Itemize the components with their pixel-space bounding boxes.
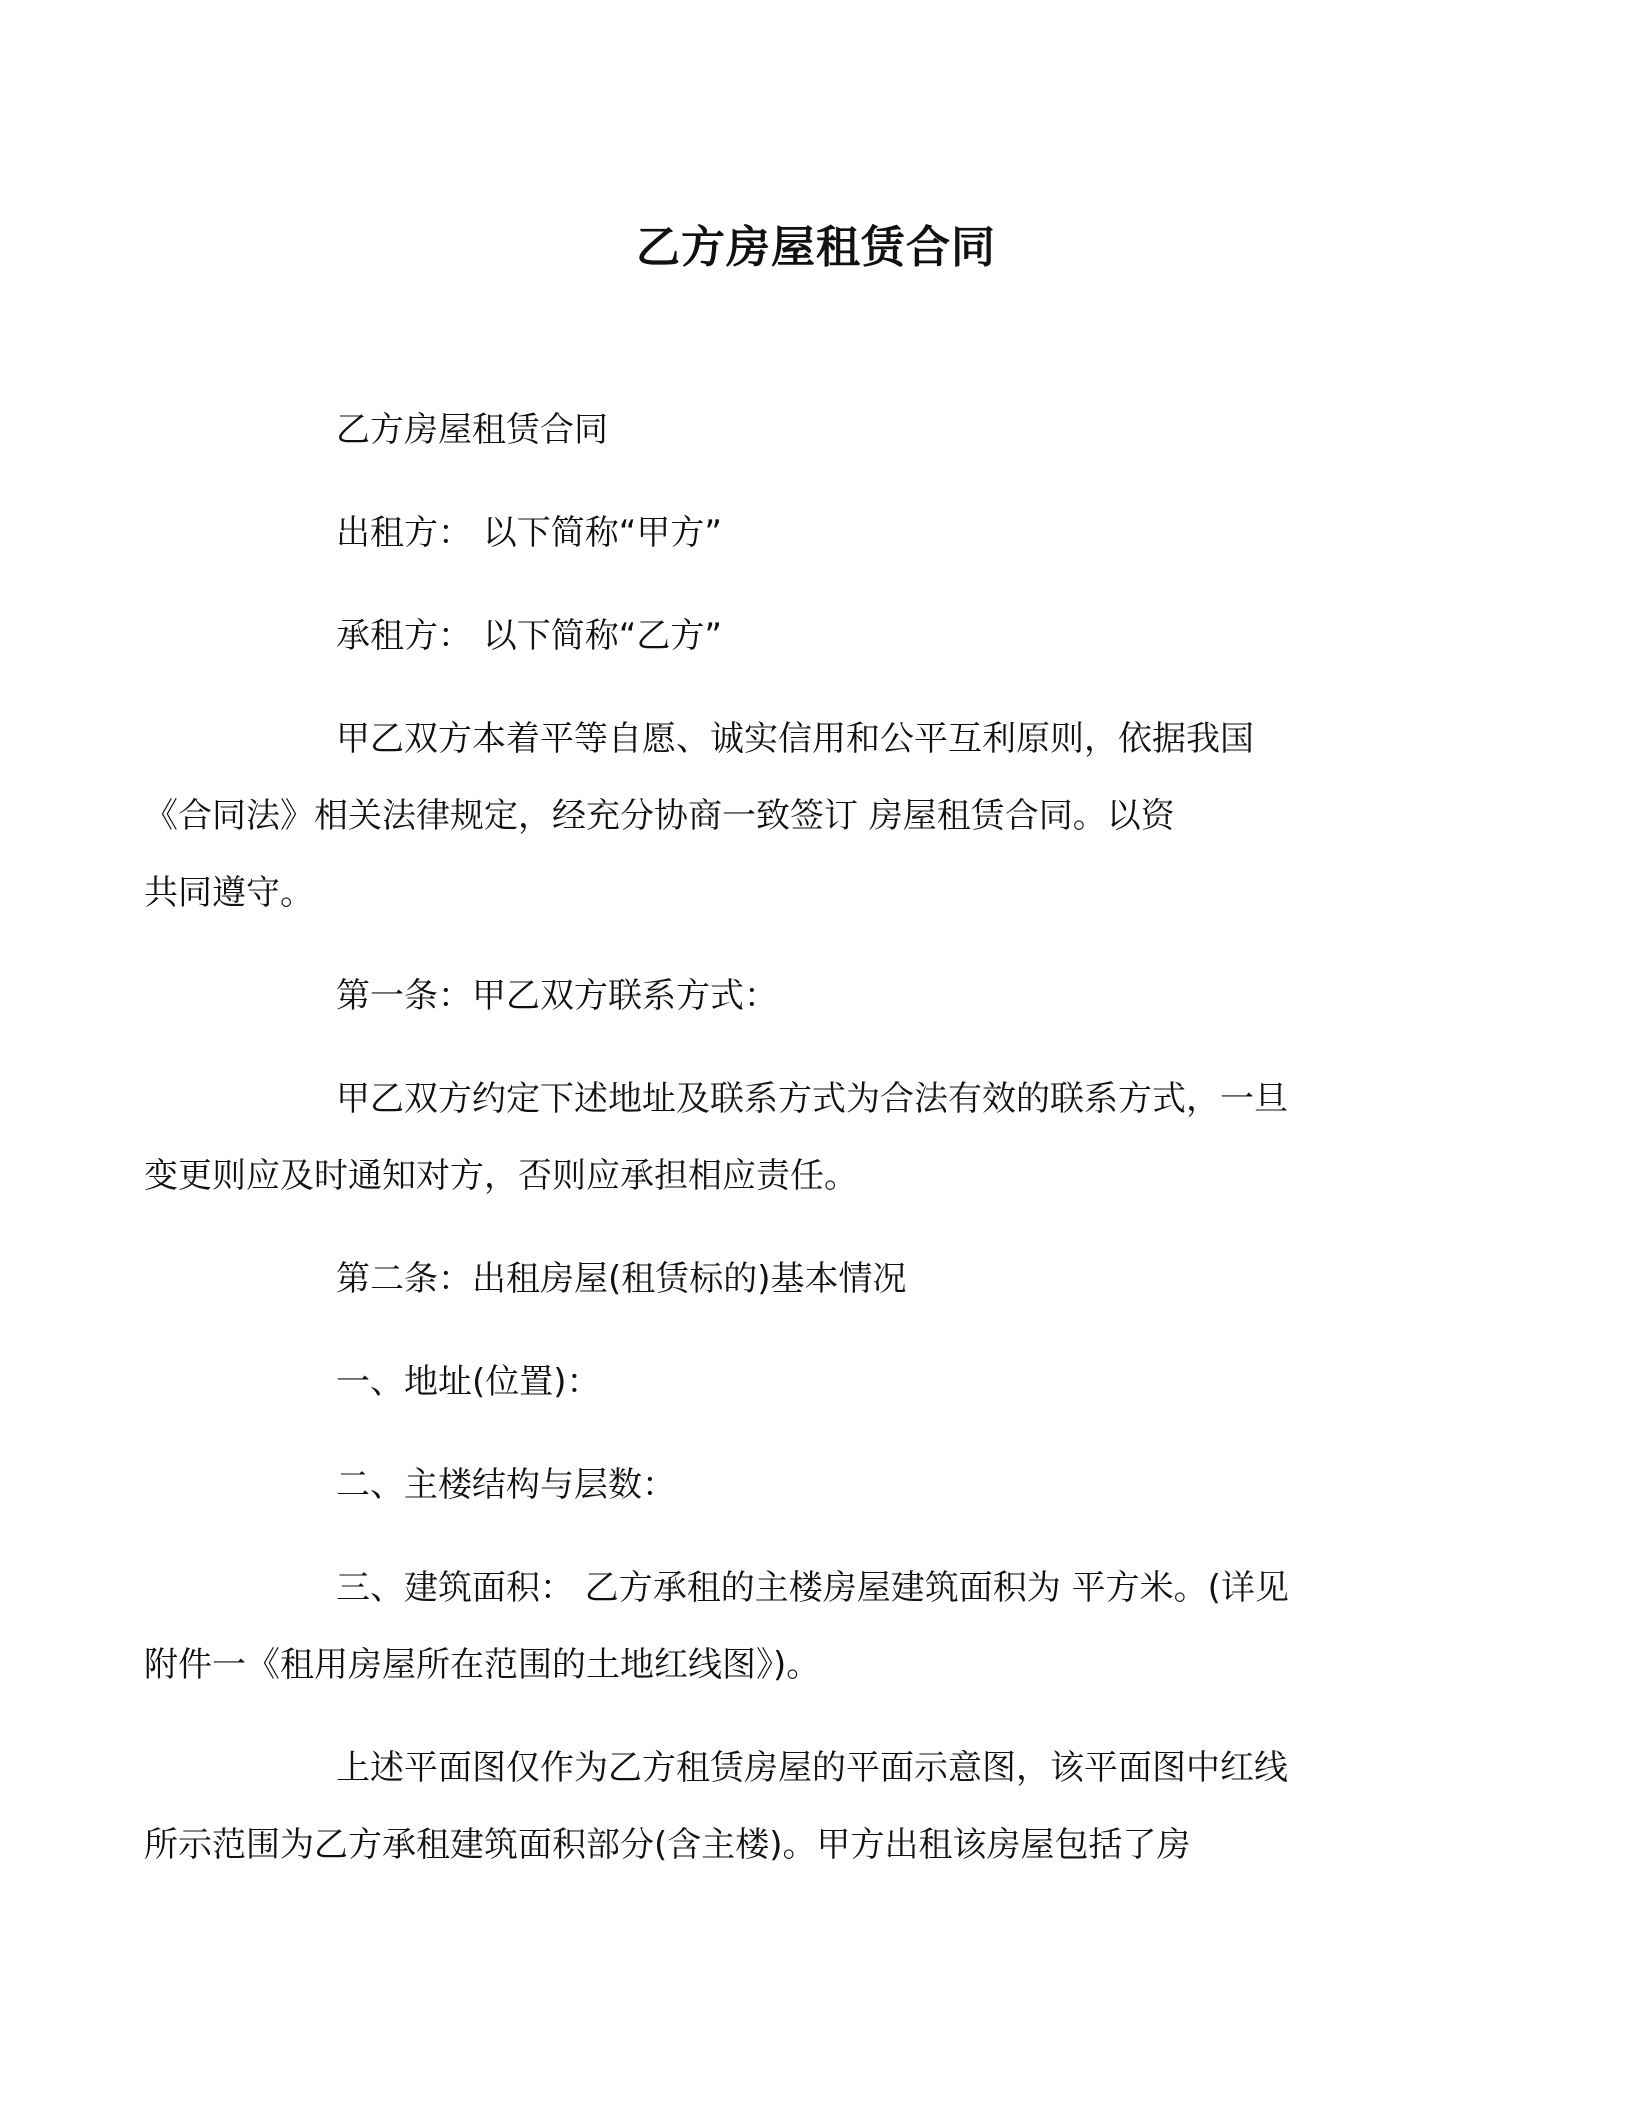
paragraph-line: 所示范围为乙方承租建筑面积部分(含主楼)。甲方出租该房屋包括了房 (144, 1825, 1191, 1865)
paragraph-line: 甲乙双方本着平等自愿、诚实信用和公平互利原则，依据我国 (336, 719, 1254, 759)
article-two-heading (240, 1241, 1392, 1318)
document-body (144, 392, 1392, 1884)
paragraph-line: 二、主楼结构与层数： (336, 1465, 676, 1505)
paragraph-line: 三、建筑面积： 乙方承租的主楼房屋建筑面积为 平方米。(详见 (336, 1568, 1289, 1608)
paragraph-line: 附件一《租用房屋所在范围的土地红线图》)。 (144, 1645, 821, 1685)
paragraph-line: 乙方房屋租赁合同 (336, 410, 608, 450)
paragraph-lessee (240, 598, 1392, 675)
paragraph-lessor (240, 495, 1392, 572)
item-structure (240, 1447, 1392, 1524)
paragraph-heading-repeat (240, 392, 1392, 469)
item-floor-area (144, 1550, 1392, 1704)
paragraph-contact-agreement (144, 1061, 1392, 1215)
paragraph-line: 出租方： 以下简称“甲方” (336, 513, 723, 553)
paragraph-line: 第一条：甲乙双方联系方式： (336, 976, 778, 1016)
paragraph-line: 承租方： 以下简称“乙方” (336, 616, 723, 656)
paragraph-line: 《合同法》相关法律规定，经充分协商一致签订 房屋租赁合同。以资 (144, 796, 1175, 836)
paragraph-line: 上述平面图仅作为乙方租赁房屋的平面示意图，该平面图中红线 (336, 1748, 1288, 1788)
paragraph-line: 第二条：出租房屋(租赁标的)基本情况 (336, 1259, 907, 1299)
paragraph-floor-plan-note (144, 1730, 1392, 1884)
paragraph-line: 共同遵守。 (144, 873, 314, 913)
paragraph-line: 甲乙双方约定下述地址及联系方式为合法有效的联系方式，一旦 (336, 1079, 1288, 1119)
article-one-heading (240, 958, 1392, 1035)
paragraph-preamble (144, 701, 1392, 932)
paragraph-line: 变更则应及时通知对方，否则应承担相应责任。 (144, 1156, 858, 1196)
item-address (240, 1344, 1392, 1421)
paragraph-line: 一、地址(位置)： (336, 1362, 601, 1402)
document-title: 乙方房屋租赁合同 (636, 222, 996, 273)
